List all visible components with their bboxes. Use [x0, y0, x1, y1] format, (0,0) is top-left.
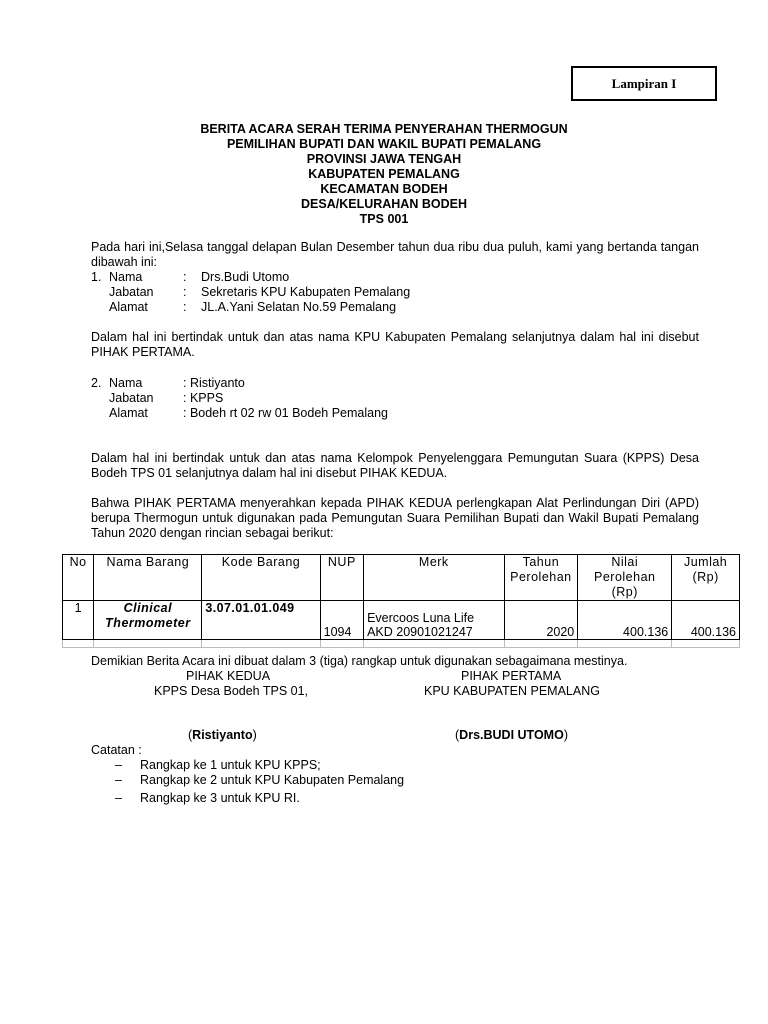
- header-tahun: [504, 555, 578, 601]
- header-tahun-line: Tahun: [522, 555, 560, 569]
- cell-jumlah: 400.136: [672, 601, 740, 640]
- empty-cell: [364, 640, 504, 648]
- cell-nup: 1094: [320, 601, 363, 640]
- table-header-row: [63, 555, 740, 601]
- party1-alamat: JL.A.Yani Selatan No.59 Pemalang: [201, 300, 397, 314]
- cell-tahun: 2020: [504, 601, 578, 640]
- header-jumlah-line: (Rp): [692, 570, 719, 584]
- cell-merk-line: AKD 20901021247: [367, 625, 473, 639]
- cell-nama-line: Clinical: [123, 601, 173, 615]
- empty-cell: [578, 640, 672, 648]
- empty-cell: [202, 640, 320, 648]
- right-role: PIHAK PERTAMA: [461, 669, 562, 683]
- left-name: Ristiyanto: [192, 728, 253, 742]
- party2-alamat-label: Alamat: [109, 406, 148, 420]
- cell-no: 1: [63, 601, 94, 640]
- left-role: PIHAK KEDUA: [186, 669, 271, 683]
- empty-cell: [94, 640, 202, 648]
- party2-role-paragraph: Dalam hal ini bertindak untuk dan atas nama Kelompok Penyelenggara Pemungutan Suara (KPPS) Desa Bodeh TPS 01 selanjutnya dalam hal ini disebut PIHAK KEDUA.: [91, 451, 699, 480]
- dash-marker: –: [115, 773, 122, 787]
- header-merk: Merk: [364, 555, 504, 601]
- party2-alamat: : Bodeh rt 02 rw 01 Bodeh Pemalang: [183, 406, 388, 420]
- party2-nama: : Ristiyanto: [183, 376, 245, 390]
- party1-alamat-label: Alamat: [109, 300, 148, 314]
- party2-jabatan-label: Jabatan: [109, 391, 154, 405]
- cell-nilai: 400.136: [578, 601, 672, 640]
- document-title: [0, 122, 768, 227]
- left-signature-name: (Ristiyanto): [188, 728, 257, 742]
- empty-cell: [672, 640, 740, 648]
- catatan-item: [115, 758, 321, 773]
- header-nup: NUP: [320, 555, 363, 601]
- left-org: KPPS Desa Bodeh TPS 01,: [154, 684, 309, 698]
- catatan-item: [115, 791, 300, 806]
- party1-jabatan: Sekretaris KPU Kabupaten Pemalang: [201, 285, 411, 299]
- title-line: KECAMATAN BODEH: [320, 182, 448, 196]
- party2-number: 2.: [91, 376, 102, 390]
- dash-marker: –: [115, 758, 122, 772]
- empty-cell: [320, 640, 363, 648]
- dash-marker: –: [115, 791, 122, 805]
- table-empty-row: [63, 640, 740, 648]
- catatan-text: Rangkap ke 1 untuk KPU KPPS;: [140, 758, 321, 772]
- catatan-text: Rangkap ke 3 untuk KPU RI.: [140, 791, 300, 805]
- title-line: BERITA ACARA SERAH TERIMA PENYERAHAN THERMOGUN: [200, 122, 568, 136]
- header-jumlah-line: Jumlah: [683, 555, 728, 569]
- intro-paragraph: Pada hari ini,Selasa tanggal delapan Bulan Desember tahun dua ribu dua puluh, kami yang bertanda tangan dibawah ini:: [91, 240, 699, 269]
- party1-jabatan-label: Jabatan: [109, 285, 154, 299]
- right-org: KPU KABUPATEN PEMALANG: [424, 684, 600, 698]
- party1-alamat-sep: :: [183, 300, 187, 314]
- party1-nama-label: Nama: [109, 270, 143, 284]
- party2-nama-label: Nama: [109, 376, 143, 390]
- closing-paragraph: Demikian Berita Acara ini dibuat dalam 3 (tiga) rangkap untuk digunakan sebagaimana mestinya.: [91, 654, 628, 668]
- title-line: TPS 001: [359, 212, 409, 226]
- header-nilai-line: Nilai: [611, 555, 639, 569]
- catatan-item: [115, 773, 404, 788]
- items-table: [62, 554, 740, 648]
- header-nilai-line: (Rp): [611, 585, 638, 599]
- lampiran-box: [571, 66, 717, 101]
- right-name: Drs.BUDI UTOMO: [459, 728, 564, 742]
- header-kode-barang: Kode Barang: [202, 555, 320, 601]
- right-signature-name: (Drs.BUDI UTOMO): [455, 728, 568, 742]
- party2-jabatan: : KPPS: [183, 391, 224, 405]
- cell-kode-barang: 3.07.01.01.049: [202, 601, 320, 640]
- cell-nama-barang: [94, 601, 202, 640]
- catatan-text: Rangkap ke 2 untuk KPU Kabupaten Pemalang: [140, 773, 405, 787]
- table-row: [63, 601, 740, 640]
- empty-cell: [504, 640, 578, 648]
- empty-cell: [63, 640, 94, 648]
- header-nilai-line: Perolehan: [594, 570, 656, 584]
- catatan-label: Catatan :: [91, 743, 142, 757]
- title-line: PROVINSI JAWA TENGAH: [306, 152, 462, 166]
- party1-nama: Drs.Budi Utomo: [201, 270, 290, 284]
- cell-merk-line: Evercoos Luna Life: [367, 611, 475, 625]
- party1-number: 1.: [91, 270, 102, 284]
- handover-paragraph: Bahwa PIHAK PERTAMA menyerahkan kepada PIHAK KEDUA perlengkapan Alat Perlindungan Diri (APD) berupa Thermogun untuk digunakan pada Pemungutan Suara Pemilihan Bupati dan Wakil Bupati Pemalang Tahun 2020 dengan rincian sebagai berikut:: [91, 496, 699, 540]
- header-jumlah: [672, 555, 740, 601]
- lampiran-label: Lampiran I: [611, 75, 677, 91]
- party1-jabatan-sep: :: [183, 285, 187, 299]
- header-tahun-line: Perolehan: [510, 570, 572, 584]
- cell-merk: [364, 601, 504, 640]
- party1-role-paragraph: Dalam hal ini bertindak untuk dan atas nama KPU Kabupaten Pemalang selanjutnya dalam hal ini disebut PIHAK PERTAMA.: [91, 330, 699, 359]
- header-nama-barang: Nama Barang: [94, 555, 202, 601]
- title-line: DESA/KELURAHAN BODEH: [301, 197, 467, 211]
- header-nilai: [578, 555, 672, 601]
- cell-nama-line: Thermometer: [105, 616, 191, 630]
- title-line: KABUPATEN PEMALANG: [308, 167, 460, 181]
- header-no: No: [63, 555, 94, 601]
- title-line: PEMILIHAN BUPATI DAN WAKIL BUPATI PEMALANG: [226, 137, 542, 151]
- party1-nama-sep: :: [183, 270, 187, 284]
